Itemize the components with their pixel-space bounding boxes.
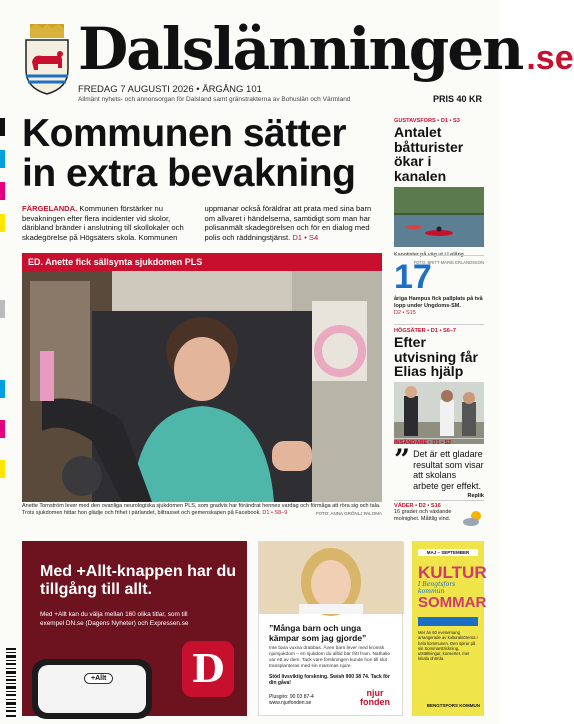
dalslanningen-app-icon[interactable]: D: [182, 641, 234, 697]
print-mark-grey: [0, 300, 5, 318]
divider: [394, 438, 484, 439]
teaser-hampus-text: åriga Hampus fick pallplats på två lopp under Ungdoms-SM.: [394, 296, 483, 309]
teaser-opinion-quote: Det är ett gladare resultat som visar att skolans arbete ger effekt.: [413, 449, 484, 491]
teaser-opinion-kicker: INSÄNDARE • D1 • S2: [394, 440, 452, 446]
ad-plus-allt-title: Med +Allt-knappen har du tillgång till allt.: [40, 563, 237, 598]
divider: [394, 255, 484, 256]
dateline: FREDAG 7 AUGUSTI 2026 • ÅRGÅNG 101: [78, 84, 262, 95]
ad-kultursommar-body: Mer än 60 evenemang arrangerade av kulturaktörerna i hela kommunen. Den spirar på sin Sommarstrickning, utställningar, konserter, mer lokala ohörda.: [418, 630, 478, 662]
teaser-elias-headline[interactable]: Efter utvisning får Elias hjälp: [394, 334, 479, 379]
tagline: Allmänt nyhets- och annonsorgan för Dalsland samt gränstrakterna av Bohuslän och Värmland: [78, 96, 351, 103]
divider: [394, 500, 484, 501]
teaser-weather[interactable]: [394, 503, 484, 523]
ad-plus-allt-text: Med +Allt kan du välja mellan 160 olika titlar, som till exempel DN.se (Dagens Nyheter) och Expressen.se: [40, 611, 189, 627]
divider: [394, 324, 484, 325]
teaser-opinion[interactable]: [394, 440, 484, 499]
ad-kultursommar-script: I Bengtsfors kommun: [418, 581, 456, 595]
teaser-elias[interactable]: [394, 328, 484, 449]
teaser-hampus-number: 17: [394, 258, 432, 296]
ad-njurfonden-plusgiro: Plusgiro: 90 03 87-4: [269, 694, 314, 700]
teaser-boats-caption: Kanotister på väg ut i Lelång.: [394, 252, 466, 258]
ad-kultursommar[interactable]: [412, 541, 487, 716]
ad-njurfonden-photo: [259, 542, 404, 614]
teaser-elias-kicker: HÖGSÄTER • D1 • S6–7: [394, 328, 457, 334]
teaser-weather-kicker: VÄDER • D2 • S16: [394, 503, 441, 509]
coat-of-arms-logo: [22, 24, 72, 94]
sun-cloud-icon: [462, 509, 484, 527]
print-mark-magenta-2: [0, 420, 5, 438]
lead-text: Kommunen förstärker nu bevakningen efter flera incidenter vid skolor, däribland bränder i anslutning till skollokaler och skadegörelse på Högsäters skola. Kommunen uppmanar också föräldrar att prata med sina barn om allvaret i händelserna, samtidigt som man har polisanmält skadegörelsen och för en dialog med polis och räddningstjänst.: [22, 204, 372, 242]
ad-njurfonden[interactable]: [258, 541, 403, 716]
bengtsfors-kommun-logo: BENGTSFORS KOMMUN: [426, 703, 480, 708]
feature-caption: Anette Tornström lever med den ovanliga neurologiska sjukdomen PLS, som gradvis har förändrat hennes vardag och förmåga att röra sig och tala. Trots sjukdomen hittar hon glädje och frihet i pärlandet, biltrasset och gemenskapen på Facebook. D1 • S8–9 FOTO: ANNA GRÖNLJ PALOMA: [22, 503, 382, 516]
ad-plus-allt[interactable]: [22, 541, 247, 716]
ad-kultursommar-banner: [418, 617, 478, 626]
print-mark-magenta: [0, 182, 5, 200]
njurfonden-logo: njur fonden: [360, 688, 390, 707]
lead-body: [22, 204, 377, 242]
masthead-domain: .se: [526, 39, 574, 77]
ad-njurfonden-quote: ”Många barn och unga kämpar som jag gjorde”: [269, 623, 367, 643]
lead-headline[interactable]: Kommunen sätter in extra bevakning: [22, 112, 356, 195]
teaser-boats-photo: [394, 187, 484, 247]
plus-allt-button[interactable]: +Allt: [84, 673, 113, 684]
ad-njurfonden-cta: Stöd livsviktig forskning. Swish 900 38 74. Tack för din gåva!: [269, 674, 390, 686]
print-mark-yellow-2: [0, 460, 5, 478]
teaser-hampus[interactable]: [394, 260, 484, 317]
teaser-hampus-ref[interactable]: D2 • S15: [394, 310, 416, 316]
ad-kultursommar-title-2: SOMMAR: [418, 594, 487, 611]
ad-kultursommar-tag: MAJ – SEPTEMBER: [418, 549, 478, 556]
feature-bar[interactable]: ED. Anette fick sällsynta sjukdomen PLS: [22, 253, 382, 271]
print-mark-yellow: [0, 214, 5, 232]
feature-ref[interactable]: D1 • S8–9: [260, 510, 288, 516]
print-mark-black: [0, 118, 5, 136]
barcode: [6, 648, 16, 718]
print-mark-cyan-2: [0, 380, 5, 398]
teaser-opinion-signature: Replik: [467, 493, 484, 499]
feature-credit: FOTO: ANNA GRÖNLJ PALOMA: [315, 511, 382, 516]
print-mark-cyan: [0, 150, 5, 168]
teaser-elias-photo: [394, 382, 484, 444]
teaser-boats-credit: FOTO: BRITT-MARIE ERLANDSSON: [413, 260, 484, 265]
ad-kultursommar-title-1: KULTUR: [418, 563, 487, 582]
quote-icon: ”: [394, 443, 411, 476]
teaser-weather-text: 16 grader och växlande molnighet. Måttlig vind.: [394, 509, 452, 522]
lead-location: FÄRGELANDA.: [22, 204, 78, 213]
teaser-boats-kicker: GUSTAVSFORS • D1 • S3: [394, 118, 460, 124]
price: PRIS 40 KR: [432, 94, 482, 104]
teaser-boats-headline[interactable]: Antalet båtturister ökar i kanalen: [394, 124, 464, 184]
teaser-boats[interactable]: [394, 118, 484, 266]
lead-ref[interactable]: D1 • S4: [290, 232, 319, 242]
ad-njurfonden-web[interactable]: www.njurfonden.se: [269, 700, 312, 706]
masthead-title[interactable]: Dalslänningen .se: [78, 15, 574, 83]
feature-photo: [22, 271, 382, 502]
ad-njurfonden-body: Inte bara vuxna drabbas. Även barn lever med kronisk njursjukdom – en sjukdom du alltid bär fritt fram. Nathalie var ett av dem. Tack vare forskningen kunde hon till slut transplanteras med sin mammas njure.: [269, 646, 391, 669]
